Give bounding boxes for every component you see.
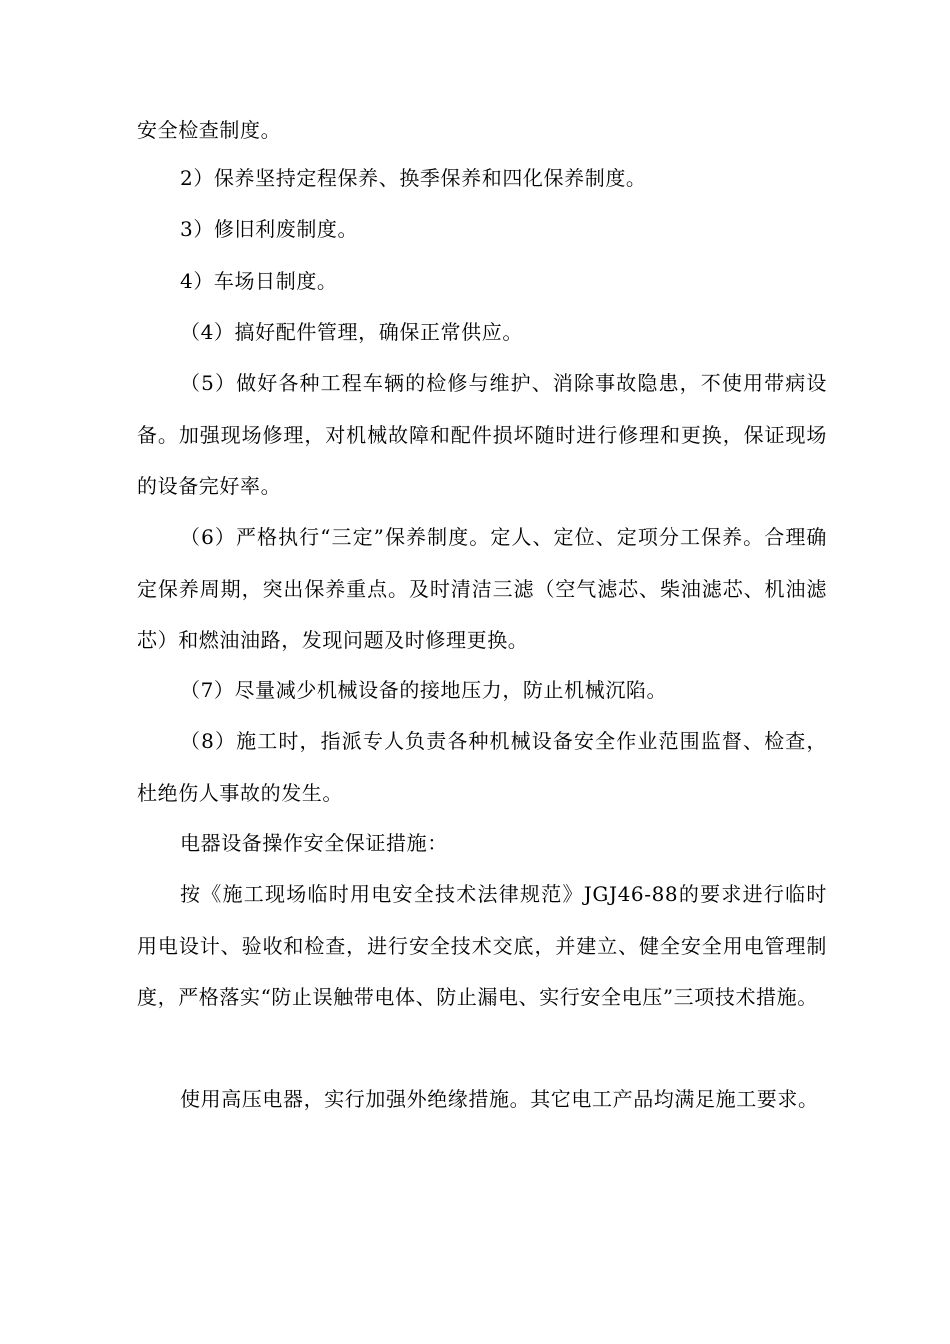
paragraph-high-voltage: 使用高压电器，实行加强外绝缘措施。其它电工产品均满足施工要求。 [180, 1087, 819, 1111]
paragraph-item-8: （8）施工时，指派专人负责各种机械设备安全作业范围监督、检查，杜绝伤人事故的发生。 [137, 729, 827, 805]
paragraph-safety-inspection: 安全检查制度。 [137, 118, 282, 142]
paragraph-item-7: （7）尽量减少机械设备的接地压力，防止机械沉陷。 [180, 678, 668, 702]
paragraph-item-6: （6）严格执行“三定”保养制度。定人、定位、定项分工保养。合理确定保养周期，突出保养重点。及时清洁三滤（空气滤芯、柴油滤芯、机油滤芯）和燃油油路，发现问题及时修理更换。 [137, 525, 827, 652]
paragraph-reuse-policy: 3）修旧利废制度。 [180, 217, 359, 241]
paragraph-item-4: （4）搞好配件管理，确保正常供应。 [180, 320, 523, 344]
paragraph-maintenance-schedule: 2）保养坚持定程保养、换季保养和四化保养制度。 [180, 166, 647, 190]
paragraph-electrical-heading: 电器设备操作安全保证措施： [180, 831, 448, 855]
paragraph-item-5: （5）做好各种工程车辆的检修与维护、消除事故隐患，不使用带病设备。加强现场修理，对机械故障和配件损坏随时进行修理和更换，保证现场的设备完好率。 [137, 371, 827, 498]
paragraph-yard-day: 4）车场日制度。 [180, 269, 338, 293]
paragraph-temporary-power: 按《施工现场临时用电安全技术法律规范》JGJ46-88的要求进行临时用电设计、验收和检查，进行安全技术交底，并建立、健全安全用电管理制度，严格落实“防止误触带电体、防止漏电、实行安全电压”三项技术措施。 [137, 882, 827, 1009]
